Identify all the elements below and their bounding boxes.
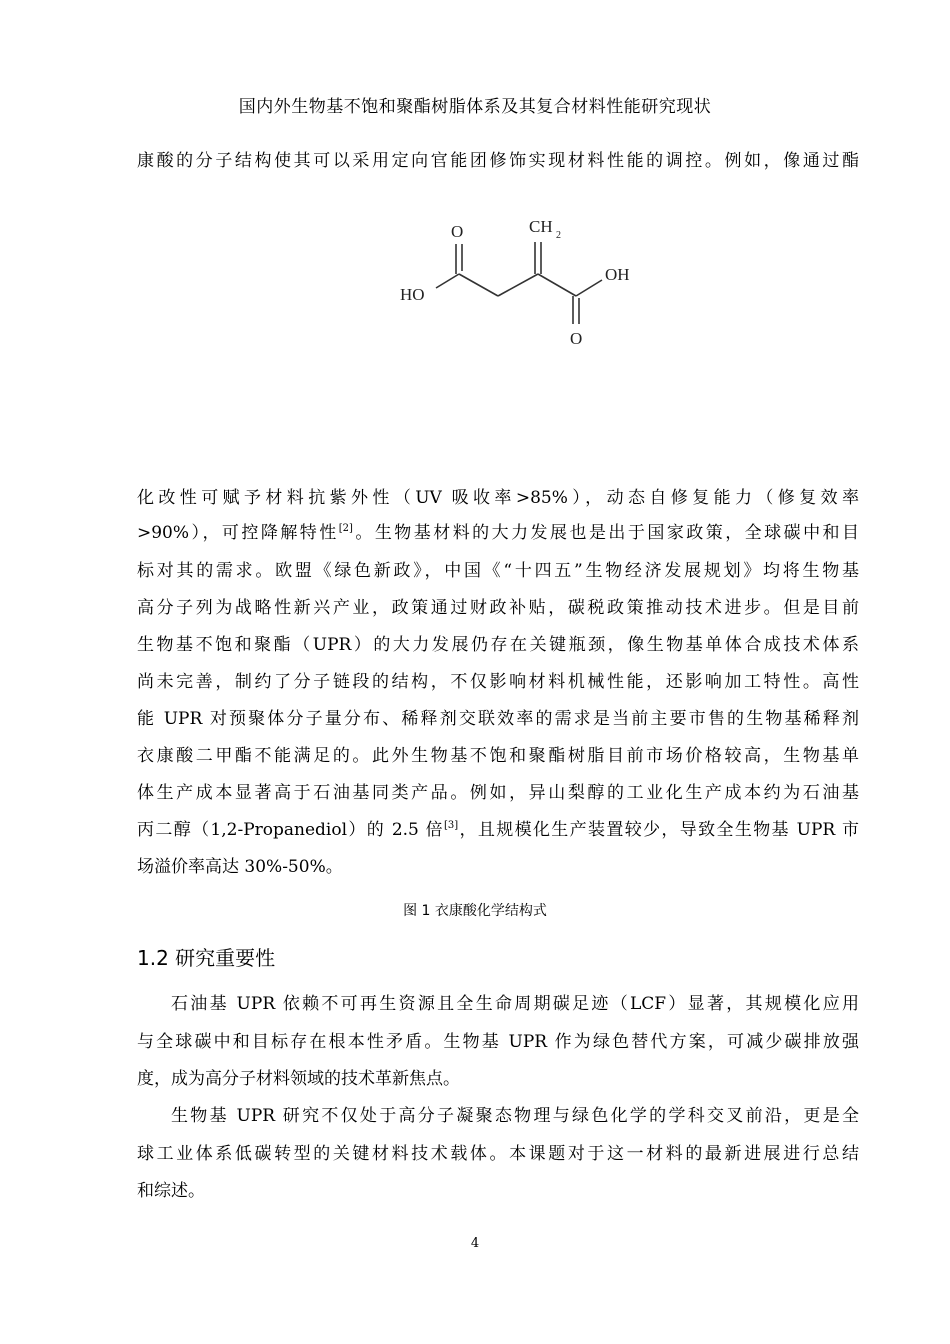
text-run: 丙二醇（1,2-Propanediol）的 2.5 倍 bbox=[137, 820, 444, 840]
paragraph-line: 度，成为高分子材料领域的技术革新焦点。 bbox=[137, 1069, 460, 1089]
page-number: 4 bbox=[470, 1236, 480, 1251]
ho-label: HO bbox=[400, 285, 425, 304]
paragraph-line: 生物基 UPR 研究不仅处于高分子凝聚态物理与绿色化学的学科交叉前沿，更是全 bbox=[171, 1106, 859, 1126]
paragraph-line: 场溢价率高达 30%-50%。 bbox=[137, 857, 343, 877]
ch2-subscript: 2 bbox=[556, 230, 561, 241]
carbonyl-o-bottom-label: O bbox=[570, 329, 583, 348]
paragraph-line bbox=[137, 522, 859, 544]
paragraph-line: 体生产成本显著高于石油基同类产品。例如，异山梨醇的工业化生产成本约为石油基 bbox=[137, 783, 859, 803]
paragraph-line: 球工业体系低碳转型的关键材料技术载体。本课题对于这一材料的最新进展进行总结 bbox=[137, 1144, 859, 1164]
ch2-label: CH bbox=[529, 217, 553, 236]
bond-lines bbox=[436, 242, 602, 324]
carbonyl-o-top-label: O bbox=[451, 222, 464, 241]
paragraph-line: 高分子列为战略性新兴产业，政策通过财政补贴，碳税政策推动技术进步。但是目前 bbox=[137, 598, 859, 618]
paragraph-line: 衣康酸二甲酯不能满足的。此外生物基不饱和聚酯树脂目前市场价格较高，生物基单 bbox=[137, 746, 859, 766]
itaconic-acid-structure bbox=[388, 212, 648, 352]
oh-label: OH bbox=[605, 265, 630, 284]
figure-caption: 图 1 衣康酸化学结构式 bbox=[403, 903, 547, 919]
paragraph-line: 能 UPR 对预聚体分子量分布、稀释剂交联效率的需求是当前主要市售的生物基稀释剂 bbox=[137, 709, 859, 729]
running-header: 国内外生物基不饱和聚酯树脂体系及其复合材料性能研究现状 bbox=[238, 97, 712, 117]
paragraph-line: 与全球碳中和目标存在根本性矛盾。生物基 UPR 作为绿色替代方案，可减少碳排放强 bbox=[137, 1032, 859, 1052]
paragraph-line: 化改性可赋予材料抗紫外性（UV 吸收率>85%），动态自修复能力（修复效率 bbox=[137, 488, 859, 508]
intro-line: 康酸的分子结构使其可以采用定向官能团修饰实现材料性能的调控。例如，像通过酯 bbox=[137, 151, 859, 171]
text-run: >90%），可控降解特性 bbox=[137, 523, 339, 543]
citation-ref: [2] bbox=[338, 523, 353, 534]
text-run: 。生物基材料的大力发展也是出于国家政策，全球碳中和目 bbox=[352, 523, 860, 543]
paragraph-line: 生物基不饱和聚酯（UPR）的大力发展仍存在关键瓶颈，像生物基单体合成技术体系 bbox=[137, 635, 859, 655]
section-heading: 1.2 研究重要性 bbox=[137, 946, 276, 970]
paragraph-line: 和综述。 bbox=[137, 1181, 205, 1201]
paragraph-line: 尚未完善，制约了分子链段的结构，不仅影响材料机械性能，还影响加工特性。高性 bbox=[137, 672, 859, 692]
paragraph-line: 标对其的需求。欧盟《绿色新政》，中国《“十四五”生物经济发展规划》均将生物基 bbox=[137, 561, 859, 581]
citation-ref: [3] bbox=[444, 820, 459, 831]
paragraph-line: 石油基 UPR 依赖不可再生资源且全生命周期碳足迹（LCF）显著，其规模化应用 bbox=[171, 994, 859, 1014]
paragraph-line bbox=[137, 819, 859, 841]
text-run: ，且规模化生产装置较少，导致全生物基 UPR 市 bbox=[458, 820, 859, 840]
